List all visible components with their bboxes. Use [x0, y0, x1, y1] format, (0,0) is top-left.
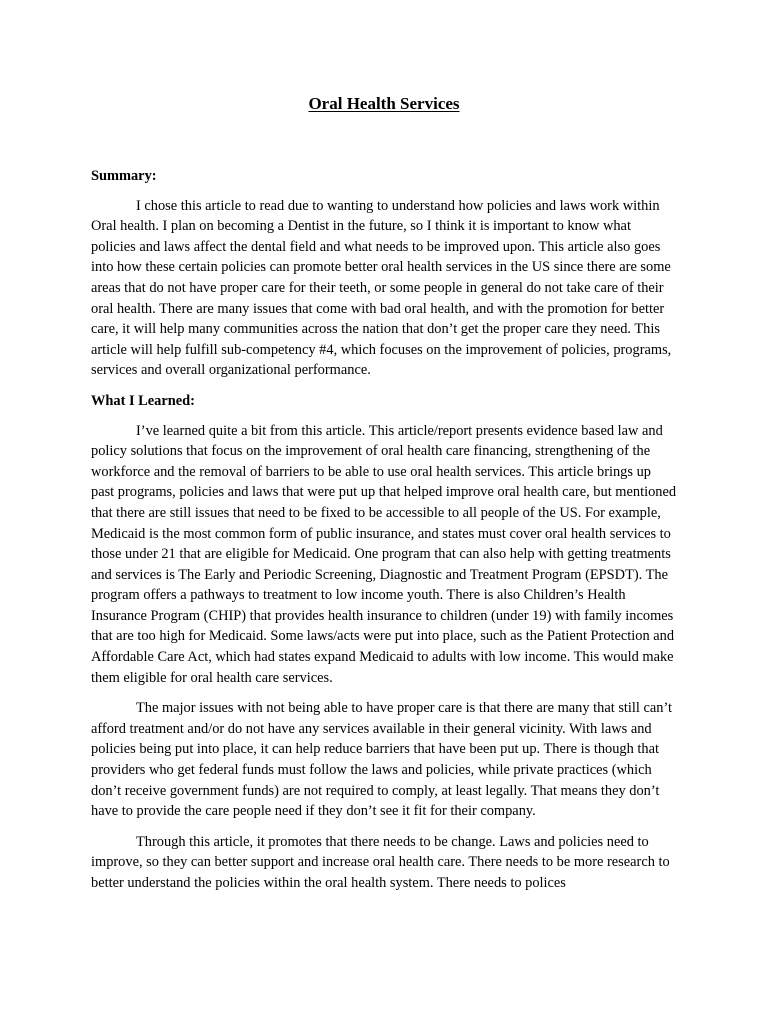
learned-paragraph-3: Through this article, it promotes that there needs to be change. Laws and policies need to improve, so they can better support and increase oral health care. There needs to be more research to better understand the policies within the oral health system. There needs to polices — [91, 833, 670, 891]
spacer — [91, 381, 677, 391]
document-title-text: Oral Health Services — [308, 94, 460, 113]
summary-heading: Summary: — [91, 168, 157, 184]
learned-paragraph-2: The major issues with not being able to have proper care is that there are many that still can’t afford treatment and/or do not have any services available in their general vicinity. With laws and policies being put into place, it can help reduce barriers that have been put up. There is though that providers who get federal funds must follow the laws and policies, while private practices (which don’t receive government funds) are not required to comply, at least legally. That means they don’t have to provide the care people need if they don’t see it fit for their company. — [91, 700, 673, 820]
spacer — [91, 822, 677, 832]
spacer — [91, 412, 677, 421]
spacer — [91, 187, 677, 196]
learned-paragraph-1: I’ve learned quite a bit from this article. This article/report presents evidence based law and policy solutions that focus on the improvement of oral health care financing, strengthening of the workforce and the removal of barriers to be able to use oral health services. This article brings up past programs, policies and laws that were put up that helped improve oral health care, but mentioned that there are still issues that need to be fixed to be accessible to all people of the US. For example, Medicaid is the most common form of public insurance, and states must cover oral health services to those under 21 that are eligible for Medicaid. One program that can also help with getting treatments and services is The Early and Periodic Screening, Diagnostic and Treatment Program (EPSDT). The program offers a pathways to treatment to low income youth. There is also Children’s Health Insurance Program (CHIP) that provides health insurance to children (under 19) with family incomes that are too high for Medicaid. Some laws/acts were put into place, such as the Patient Protection and Affordable Care Act, which had states expand Medicaid to adults with low income. This would make them eligible for oral health care services. — [91, 422, 677, 686]
spacer — [91, 688, 677, 698]
document-title — [0, 92, 768, 116]
learned-heading: What I Learned: — [91, 392, 195, 409]
summary-paragraph: I chose this article to read due to wanting to understand how policies and laws work within Oral health. I plan on becoming a Dentist in the future, so I think it is important to know what policies and laws affect the dental field and what needs to be improved upon. This article also goes into how these certain policies can promote better oral health services in the US since there are some areas that do not have proper care for their teeth, or some people in general do not take care of their oral health. There are many issues that come with bad oral health, and with the promotion for better care, it will help many communities across the nation that don’t get the proper care they need. This article will help fulfill sub-competency #4, which focuses on the improvement of policies, programs, services and overall organizational performance. — [91, 197, 672, 379]
document-body — [91, 166, 677, 894]
